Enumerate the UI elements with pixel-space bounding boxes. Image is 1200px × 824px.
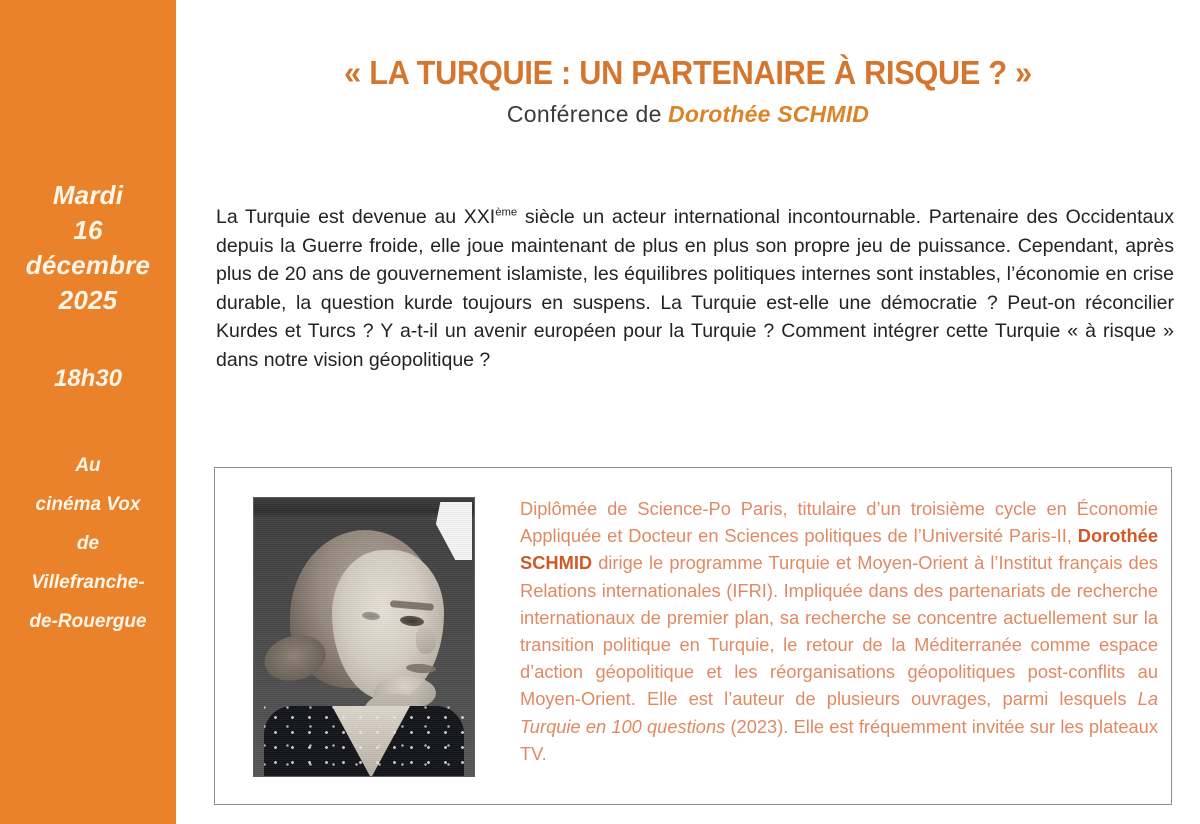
venue-line-1: Au (75, 455, 101, 476)
description-part-2: siècle un acteur international incontournable. Partenaire des Occidentaux depuis la Guerre froide, elle joue maintenant de plus en plus son propre jeu de puissance. Cependant, après plus de 20 ans de gouvernement islamiste, les équilibres politiques internes sont instables, l’économie en crise durable, la question kurde toujours en suspens. La Turquie est-elle une démocratie ? Peut-on réconcilier Kurdes et Turcs ? Y a-t-il un avenir européen pour la Turquie ? Comment intégrer cette Turquie « à risque » dans notre vision géopolitique ? (216, 206, 1174, 371)
description-superscript: ème (495, 206, 518, 219)
page-title: « LA TURQUIE : UN PARTENAIRE À RISQUE ? » (344, 54, 1032, 91)
conference-subtitle (176, 100, 1200, 128)
conference-description (216, 203, 1174, 375)
event-venue-block (0, 446, 176, 641)
portrait-nose (416, 626, 436, 654)
portrait-dress-pattern (264, 706, 464, 777)
speaker-bio-card (214, 467, 1172, 805)
venue-line-5: de-Rouergue (29, 611, 147, 632)
speaker-biography-text (520, 495, 1158, 767)
speaker-name: Dorothée SCHMID (668, 101, 870, 127)
venue-line-2: cinéma Vox (35, 494, 141, 515)
header-block (176, 54, 1200, 128)
speaker-portrait-wrapper (253, 497, 475, 777)
bio-segment-3: (2023). Elle est fréquemment invitée sur les plateaux TV. (520, 715, 1158, 764)
sidebar-event-details (0, 0, 176, 824)
venue-line-4: Villefranche- (31, 572, 145, 593)
event-date-number: 16 (73, 215, 103, 245)
bio-book-title: La Turquie en 100 questions (520, 688, 1158, 737)
speaker-portrait-image (253, 497, 475, 777)
event-date-block (0, 178, 176, 318)
event-time: 18h30 (53, 365, 123, 392)
venue-line-3: de (76, 533, 100, 554)
bio-segment-1: Diplômée de Science-Po Paris, titulaire d’un troisième cycle en Économie Appliquée et Docteur en Sciences politiques de l’Université Paris-II, (520, 498, 1158, 547)
bio-speaker-name: Dorothée SCHMID (520, 525, 1158, 574)
event-day: Mardi (52, 180, 124, 210)
description-part-1: La Turquie est devenue au XXI (216, 206, 496, 228)
sidebar-content (0, 178, 176, 641)
subtitle-prefix: Conférence de (506, 101, 662, 127)
event-month: décembre (25, 250, 151, 280)
bio-segment-2: dirige le programme Turquie et Moyen-Orient à l’Institut français des Relations internationales (IFRI). Impliquée dans des partenariats de recherche internationaux de premier plan, sa recherche se concentre actuellement sur la transition politique en Turquie, le retour de la Méditerranée comme espace d’action géopolitique et les réorganisations géopolitiques post-conflits au Moyen-Orient. Elle est l’auteur de plusieurs ouvrages, parmi lesquels (520, 552, 1158, 710)
event-year: 2025 (58, 285, 118, 315)
